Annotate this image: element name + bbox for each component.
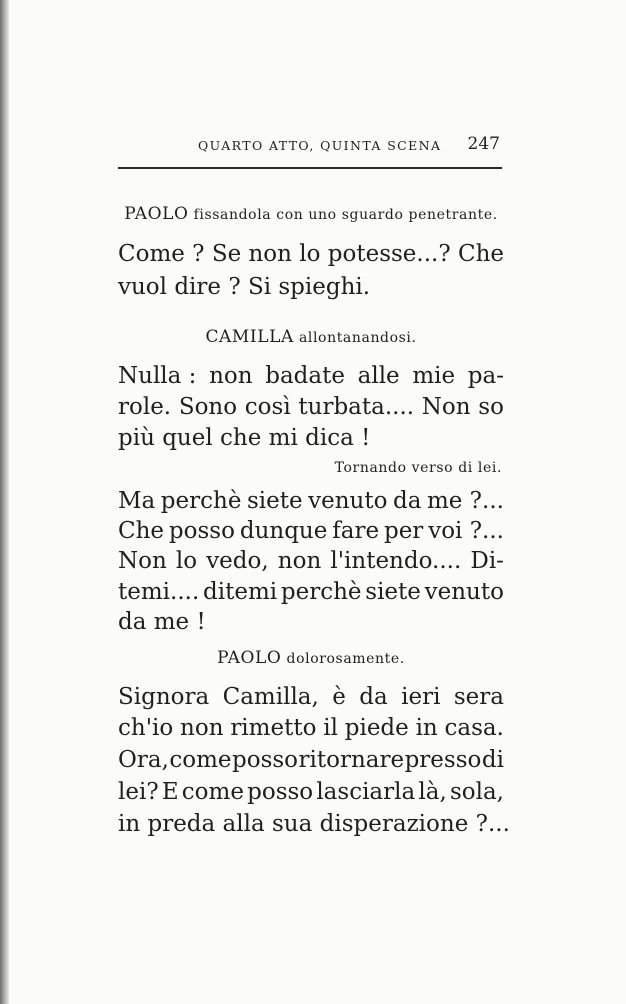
word: Di- xyxy=(470,548,504,574)
word: sera xyxy=(453,684,504,710)
text-line xyxy=(118,550,504,573)
text-line xyxy=(118,749,504,772)
word: di xyxy=(481,747,504,773)
word: l'intendo.... xyxy=(330,548,462,574)
word: Signora xyxy=(118,684,210,710)
text-line xyxy=(118,581,504,604)
text-line: vuol dire ? Si spieghi. xyxy=(118,274,371,300)
stage-direction-paolo-1 xyxy=(118,204,504,224)
text-line: in preda alla sua disperazione ?... xyxy=(118,811,510,837)
word: turbata.... xyxy=(298,394,415,420)
word: siete xyxy=(365,579,421,605)
text-line xyxy=(118,243,504,266)
word: così xyxy=(244,394,291,420)
direction-text: fissandola con uno sguardo penetrante. xyxy=(188,207,498,223)
word: badate xyxy=(265,363,345,389)
word: rimetto xyxy=(230,715,317,741)
word: siete xyxy=(246,488,303,514)
page-header xyxy=(118,134,504,158)
word: per xyxy=(383,518,424,544)
speaker-name: CAMILLA xyxy=(205,327,294,347)
word: Come ? Se xyxy=(118,241,242,267)
word: presso xyxy=(404,747,482,773)
word: Camilla, xyxy=(222,684,319,710)
word: ditemi xyxy=(203,579,278,605)
word: ritornare xyxy=(298,747,405,773)
word: come xyxy=(169,747,232,773)
text-line xyxy=(118,396,504,419)
text-line xyxy=(118,781,504,804)
stage-direction-paolo-2 xyxy=(118,648,504,668)
word: fare xyxy=(332,518,380,544)
text-line xyxy=(118,365,504,388)
page-binding-edge xyxy=(0,0,9,1004)
word: lasciarla xyxy=(316,779,416,805)
text-line xyxy=(118,686,504,709)
text-line xyxy=(118,717,504,740)
word: perchè xyxy=(160,488,242,514)
direction-text: dolorosamente. xyxy=(281,651,405,667)
running-title: QUARTO ATTO, QUINTA SCENA xyxy=(198,138,442,153)
word: non xyxy=(209,363,253,389)
word: non xyxy=(180,715,224,741)
word: posso xyxy=(232,747,299,773)
word: non xyxy=(248,241,292,267)
word: pa- xyxy=(467,363,504,389)
word: Non xyxy=(421,394,471,420)
word: casa. xyxy=(444,715,504,741)
word: non xyxy=(277,548,322,574)
word: posso xyxy=(247,779,314,805)
word: E xyxy=(161,779,179,805)
word: là, xyxy=(418,779,447,805)
word: da xyxy=(392,488,422,514)
stage-direction-tornando: Tornando verso di lei. xyxy=(334,460,502,476)
word: piede xyxy=(344,715,409,741)
speaker-name: PAOLO xyxy=(124,204,189,224)
word: il xyxy=(323,715,338,741)
word: ieri xyxy=(401,684,441,710)
header-rule xyxy=(118,167,502,169)
word: potesse...? xyxy=(327,241,451,267)
word: vedo, xyxy=(206,548,269,574)
word: ch'io xyxy=(118,715,174,741)
text-line xyxy=(118,490,504,513)
word: sola, xyxy=(449,779,504,805)
word: lei? xyxy=(118,779,159,805)
word: in xyxy=(415,715,438,741)
direction-text: allontanandosi. xyxy=(293,330,417,346)
page-number: 247 xyxy=(467,134,500,154)
word: dunque xyxy=(239,518,328,544)
word: voi ?... xyxy=(428,518,504,544)
speaker-name: PAOLO xyxy=(217,648,282,668)
word: da xyxy=(359,684,388,710)
word: lo xyxy=(299,241,321,267)
word: Sono xyxy=(178,394,238,420)
word: Non xyxy=(118,548,167,574)
word: mie xyxy=(412,363,456,389)
word: Nulla : xyxy=(118,363,197,389)
word: Ora, xyxy=(118,747,169,773)
stage-direction-camilla xyxy=(118,327,504,347)
word: posso xyxy=(168,518,235,544)
word: perchè xyxy=(280,579,362,605)
word: lo xyxy=(175,548,198,574)
text-line xyxy=(118,520,504,543)
word: alle xyxy=(357,363,400,389)
word: venuto xyxy=(424,579,504,605)
word: temi.... xyxy=(118,579,200,605)
text-line: da me ! xyxy=(118,609,206,635)
word: me ?... xyxy=(426,488,504,514)
word: come xyxy=(181,779,244,805)
word: Che xyxy=(118,518,165,544)
word: Che xyxy=(457,241,504,267)
word: so xyxy=(478,394,504,420)
word: Ma xyxy=(118,488,156,514)
word: è xyxy=(332,684,346,710)
word: venuto xyxy=(308,488,388,514)
text-line: più quel che mi dica ! xyxy=(118,425,371,451)
word: role. xyxy=(118,394,172,420)
